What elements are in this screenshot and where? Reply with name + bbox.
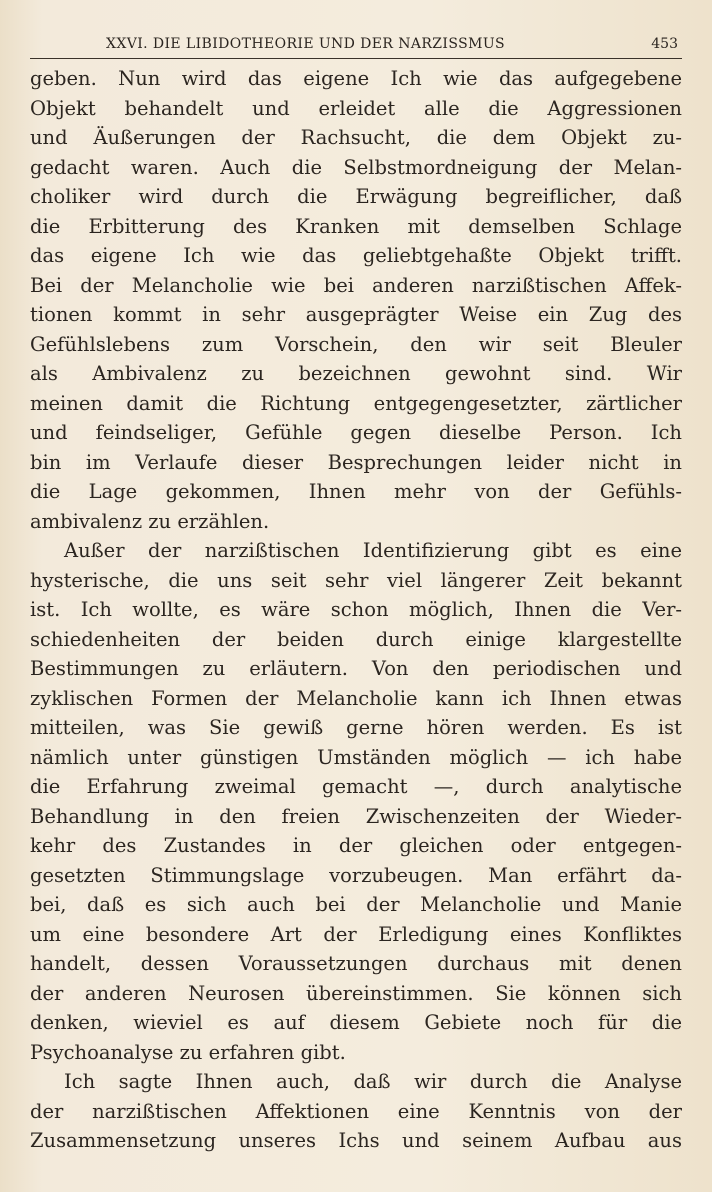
text-line: Gefühlslebens zum Vorschein, den wir seit Bleuler (30, 332, 682, 356)
text-line: mitteilen, was Sie gewiß gerne hören werden. Es ist (30, 716, 682, 739)
text-line: Behandlung in den freien Zwischenzeiten der Wieder- (30, 804, 682, 828)
text-line: choliker wird durch die Erwägung begreiflicher, daß (30, 185, 682, 208)
text-line: zyklischen Formen der Melancholie kann ich Ihnen etwas (30, 686, 682, 710)
text-line: handelt, dessen Voraussetzungen durchaus mit denen (30, 952, 682, 975)
text-line: Zusammensetzung unseres Ichs und seinem Aufbau aus (30, 1129, 682, 1152)
paragraph-end-line: ambivalenz zu erzählen. (30, 509, 270, 533)
text-line: das eigene Ich wie das geliebtgehaßte Objekt trifft. (30, 244, 682, 267)
text-line: und Äußerungen der Rachsucht, die dem Objekt zu- (30, 126, 682, 149)
text-line: Objekt behandelt und erleidet alle die Aggressionen (30, 96, 682, 120)
text-line: hysterische, die uns seit sehr viel längerer Zeit bekannt (30, 568, 682, 592)
text-line: Bestimmungen zu erläutern. Von den periodischen und (30, 657, 682, 680)
text-line: tionen kommt in sehr ausgeprägter Weise ein Zug des (30, 303, 682, 326)
text-line: die Lage gekommen, Ihnen mehr von der Gefühls- (30, 480, 682, 503)
paragraph-start-line: Ich sagte Ihnen auch, daß wir durch die Analyse (64, 1070, 682, 1093)
text-line: geben. Nun wird das eigene Ich wie das aufgegebene (30, 67, 682, 90)
body-text (30, 64, 682, 1156)
text-line: ist. Ich wollte, es wäre schon möglich, Ihnen die Ver- (30, 598, 682, 621)
text-line: Bei der Melancholie wie bei anderen narzißtischen Affek- (30, 273, 682, 297)
text-line: der narzißtischen Affektionen eine Kenntnis von der (30, 1099, 682, 1123)
text-line: als Ambivalenz zu bezeichnen gewohnt sind. Wir (30, 362, 682, 385)
text-line: denken, wieviel es auf diesem Gebiete noch für die (30, 1011, 682, 1034)
text-line: bei, daß es sich auch bei der Melancholie und Manie (30, 893, 682, 916)
paragraph-end-line: Psychoanalyse zu erfahren gibt. (30, 1040, 346, 1064)
running-title: XXVI. DIE LIBIDOTHEORIE UND DER NARZISSMUS (106, 36, 506, 52)
text-line: meinen damit die Richtung entgegengesetzter, zärtlicher (30, 391, 682, 415)
running-header (30, 34, 682, 59)
text-line: und feindseliger, Gefühle gegen dieselbe Person. Ich (30, 421, 682, 444)
text-line: die Erfahrung zweimal gemacht —, durch analytische (30, 775, 682, 798)
text-line: schiedenheiten der beiden durch einige klargestellte (30, 627, 682, 651)
text-line: kehr des Zustandes in der gleichen oder entgegen- (30, 834, 682, 857)
text-line: der anderen Neurosen übereinstimmen. Sie können sich (30, 981, 682, 1005)
text-line: bin im Verlaufe dieser Besprechungen leider nicht in (30, 450, 682, 474)
paragraph-start-line: Außer der narzißtischen Identifizierung gibt es eine (64, 539, 682, 562)
text-line: die Erbitterung des Kranken mit demselben Schlage (30, 214, 682, 238)
text-line: gedacht waren. Auch die Selbstmordneigung der Melan- (30, 155, 682, 179)
text-line: gesetzten Stimmungslage vorzubeugen. Man erfährt da- (30, 863, 682, 887)
page-number: 453 (651, 36, 678, 52)
text-line: um eine besondere Art der Erledigung eines Konfliktes (30, 922, 682, 946)
text-line: nämlich unter günstigen Umständen möglich — ich habe (30, 745, 682, 769)
